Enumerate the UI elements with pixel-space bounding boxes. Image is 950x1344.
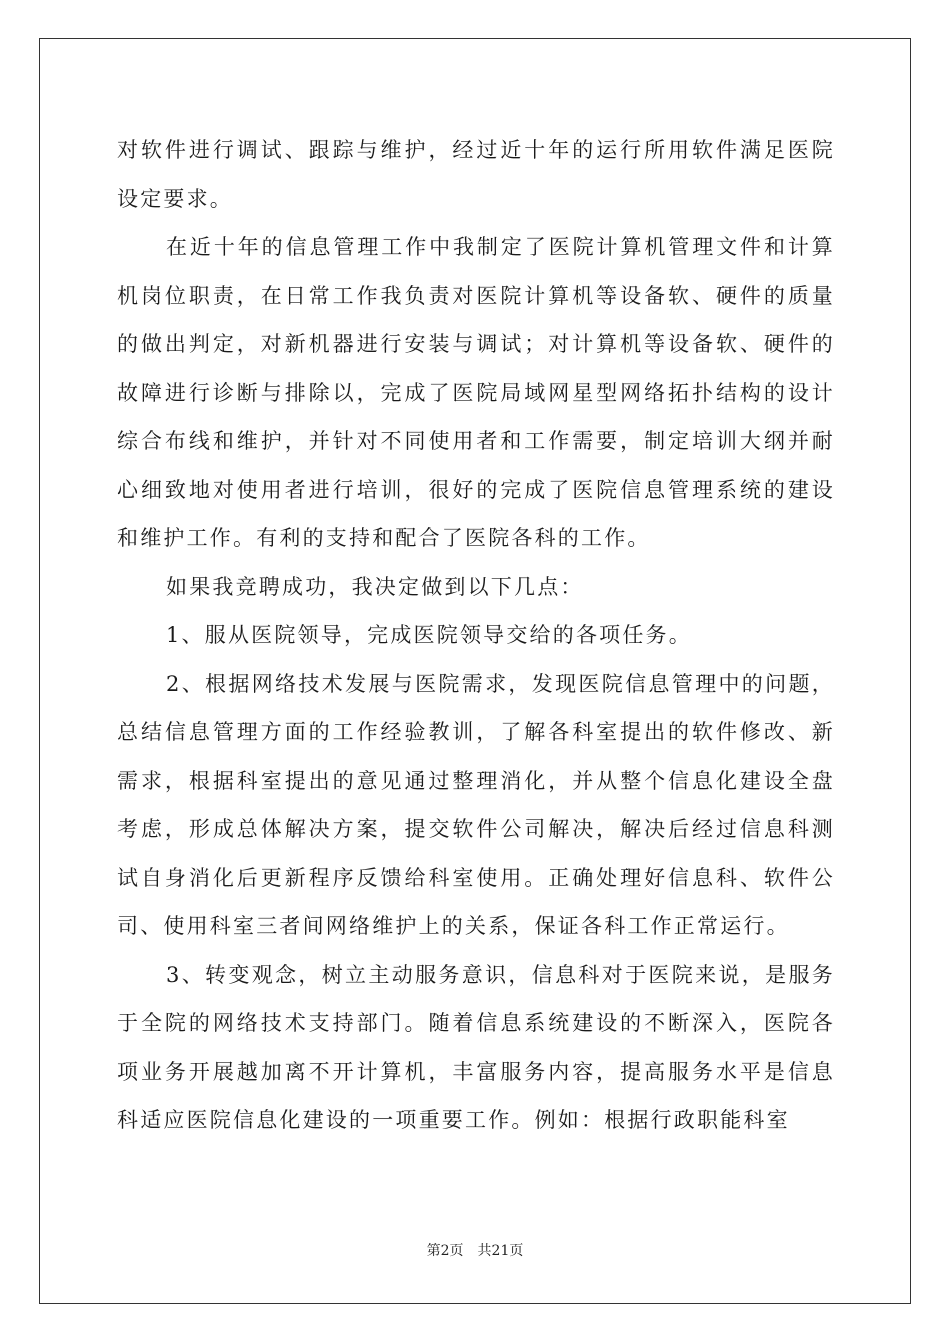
paragraph-6: 3、转变观念，树立主动服务意识，信息科对于医院来说，是服务于全院的网络技术支持部门。随着信息系统建设的不断深入，医院各项业务开展越加离不开计算机，丰富服务内容，提高服务水平是信息科适应医院信息化建设的一项重要工作。例如：根据行政职能科室 xyxy=(117,962,835,1132)
page-total: 共21页 xyxy=(477,1243,524,1259)
paragraph-4: 1、服从医院领导，完成医院领导交给的各项任务。 xyxy=(166,623,692,647)
paragraph-1: 对软件进行调试、跟踪与维护，经过近十年的运行所用软件满足医院设定要求。 xyxy=(117,138,835,211)
paragraph-3: 如果我竞聘成功，我决定做到以下几点： xyxy=(166,574,584,599)
paragraph-2: 在近十年的信息管理工作中我制定了医院计算机管理文件和计算机岗位职责，在日常工作我负责对医院计算机等设备软、硬件的质量的做出判定，对新机器进行安装与调试；对计算机等设备软、硬件的故障进行诊断与排除以，完成了医院局域网星型网络拓扑结构的设计综合布线和维护，并针对不同使用者和工作需要，制定培训大纲并耐心细致地对使用者进行培训，很好的完成了医院信息管理系统的建设和维护工作。有利的支持和配合了医院各科的工作。 xyxy=(117,235,835,550)
paragraph-5: 2、根据网络技术发展与医院需求，发现医院信息管理中的问题，总结信息管理方面的工作经验教训，了解各科室提出的软件修改、新需求，根据科室提出的意见通过整理消化，并从整个信息化建设全盘考虑，形成总体解决方案，提交软件公司解决，解决后经过信息科测试自身消化后更新程序反馈给科室使用。正确处理好信息科、软件公司、使用科室三者间网络维护上的关系，保证各科工作正常运行。 xyxy=(117,671,835,938)
page-number: 第2页 xyxy=(426,1243,464,1259)
document-body xyxy=(117,126,835,1145)
page-footer xyxy=(0,1240,950,1260)
